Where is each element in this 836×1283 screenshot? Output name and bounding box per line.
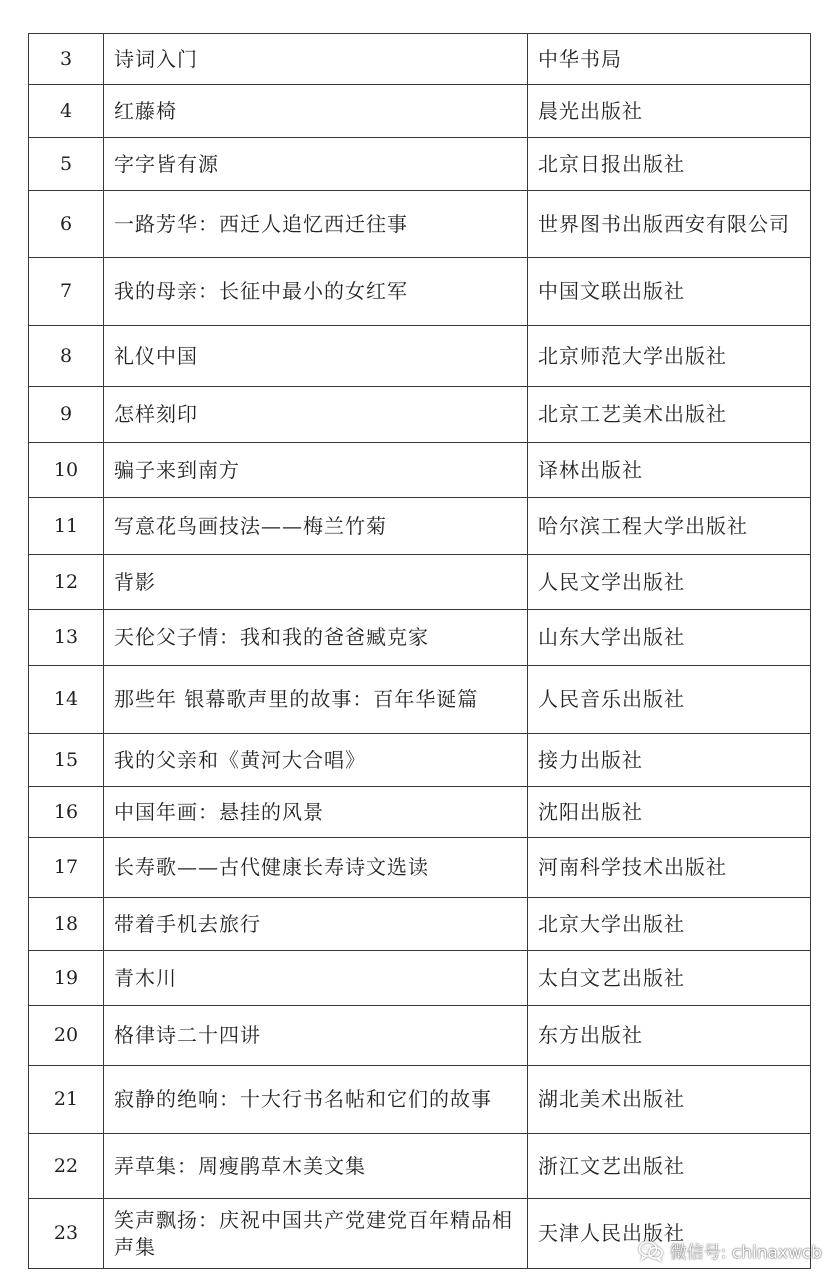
publisher-name: 山东大学出版社 <box>528 610 811 666</box>
table-row <box>29 666 811 734</box>
table-row <box>29 387 811 443</box>
table-row <box>29 838 811 898</box>
book-title: 诗词入门 <box>104 34 528 85</box>
publisher-name: 北京师范大学出版社 <box>528 326 811 387</box>
book-title: 背影 <box>104 555 528 610</box>
book-title: 青木川 <box>104 951 528 1006</box>
table-row <box>29 326 811 387</box>
book-title: 寂静的绝响：十大行书名帖和它们的故事 <box>104 1066 528 1134</box>
book-title: 天伦父子情：我和我的爸爸臧克家 <box>104 610 528 666</box>
book-title: 中国年画：悬挂的风景 <box>104 787 528 838</box>
table-row <box>29 787 811 838</box>
row-number: 10 <box>29 443 104 498</box>
book-title: 那些年 银幕歌声里的故事：百年华诞篇 <box>104 666 528 734</box>
row-number: 22 <box>29 1134 104 1199</box>
publisher-name: 哈尔滨工程大学出版社 <box>528 498 811 555</box>
publisher-name: 人民文学出版社 <box>528 555 811 610</box>
table-row <box>29 138 811 191</box>
table-row <box>29 1066 811 1134</box>
book-title: 格律诗二十四讲 <box>104 1006 528 1066</box>
row-number: 18 <box>29 898 104 951</box>
book-title: 红藤椅 <box>104 85 528 138</box>
row-number: 15 <box>29 734 104 787</box>
table-row <box>29 734 811 787</box>
row-number: 6 <box>29 191 104 258</box>
publisher-name: 河南科学技术出版社 <box>528 838 811 898</box>
publisher-name: 晨光出版社 <box>528 85 811 138</box>
book-title: 怎样刻印 <box>104 387 528 443</box>
row-number: 19 <box>29 951 104 1006</box>
publisher-name: 浙江文艺出版社 <box>528 1134 811 1199</box>
row-number: 4 <box>29 85 104 138</box>
publisher-name: 北京工艺美术出版社 <box>528 387 811 443</box>
publisher-name: 人民音乐出版社 <box>528 666 811 734</box>
table-row <box>29 443 811 498</box>
table-row <box>29 85 811 138</box>
row-number: 14 <box>29 666 104 734</box>
book-title: 一路芳华：西迁人追忆西迁往事 <box>104 191 528 258</box>
book-title: 带着手机去旅行 <box>104 898 528 951</box>
row-number: 3 <box>29 34 104 85</box>
watermark <box>638 1238 822 1263</box>
table-row <box>29 951 811 1006</box>
row-number: 5 <box>29 138 104 191</box>
table-row <box>29 1006 811 1066</box>
table-row <box>29 34 811 85</box>
publisher-name: 北京大学出版社 <box>528 898 811 951</box>
table-row <box>29 898 811 951</box>
publisher-name: 沈阳出版社 <box>528 787 811 838</box>
book-title: 礼仪中国 <box>104 326 528 387</box>
row-number: 16 <box>29 787 104 838</box>
publisher-name: 接力出版社 <box>528 734 811 787</box>
row-number: 13 <box>29 610 104 666</box>
publisher-name: 中华书局 <box>528 34 811 85</box>
book-title: 长寿歌——古代健康长寿诗文选读 <box>104 838 528 898</box>
row-number: 21 <box>29 1066 104 1134</box>
row-number: 12 <box>29 555 104 610</box>
publisher-name: 湖北美术出版社 <box>528 1066 811 1134</box>
table-row <box>29 610 811 666</box>
book-title: 我的母亲：长征中最小的女红军 <box>104 258 528 326</box>
publisher-name: 北京日报出版社 <box>528 138 811 191</box>
table-row <box>29 191 811 258</box>
watermark-text: 微信号: chinaxwcb <box>669 1243 822 1263</box>
table-row <box>29 1134 811 1199</box>
table-row <box>29 498 811 555</box>
publisher-name: 世界图书出版西安有限公司 <box>528 191 811 258</box>
row-number: 17 <box>29 838 104 898</box>
book-title: 笑声飘扬：庆祝中国共产党建党百年精品相声集 <box>104 1199 528 1269</box>
row-number: 8 <box>29 326 104 387</box>
book-title: 字字皆有源 <box>104 138 528 191</box>
table-body <box>29 34 811 1269</box>
publisher-name: 天津人民出版社 <box>528 1199 811 1269</box>
row-number: 20 <box>29 1006 104 1066</box>
book-title: 写意花鸟画技法——梅兰竹菊 <box>104 498 528 555</box>
row-number: 11 <box>29 498 104 555</box>
row-number: 23 <box>29 1199 104 1269</box>
publisher-name: 东方出版社 <box>528 1006 811 1066</box>
row-number: 9 <box>29 387 104 443</box>
row-number: 7 <box>29 258 104 326</box>
publisher-name: 中国文联出版社 <box>528 258 811 326</box>
book-title: 弄草集：周瘦鹃草木美文集 <box>104 1134 528 1199</box>
book-list-table <box>28 33 811 1269</box>
table-row <box>29 555 811 610</box>
wechat-icon <box>638 1240 664 1262</box>
book-title: 我的父亲和《黄河大合唱》 <box>104 734 528 787</box>
publisher-name: 译林出版社 <box>528 443 811 498</box>
publisher-name: 太白文艺出版社 <box>528 951 811 1006</box>
table-row <box>29 258 811 326</box>
book-title: 骗子来到南方 <box>104 443 528 498</box>
